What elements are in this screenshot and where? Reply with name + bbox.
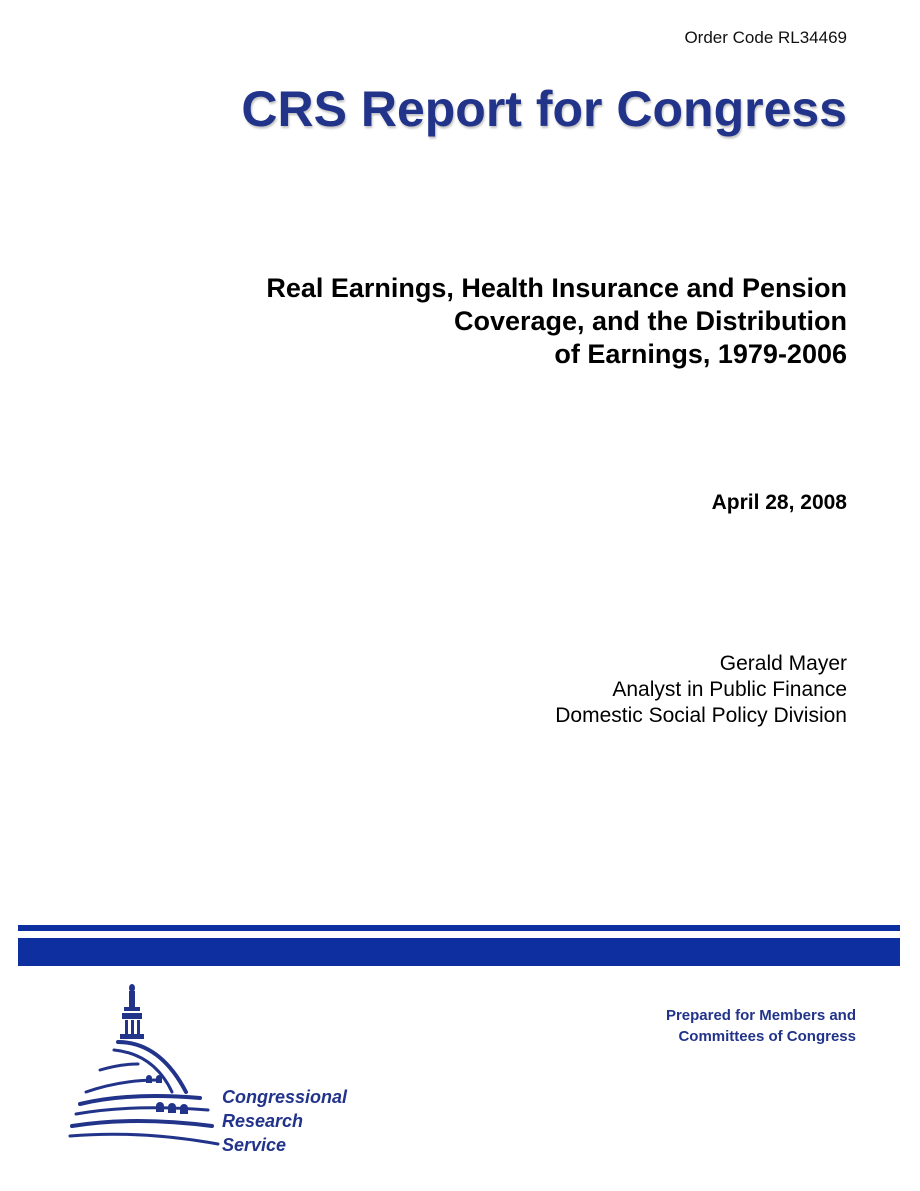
- logo-line: Congressional: [222, 1087, 348, 1107]
- report-date: April 28, 2008: [711, 491, 847, 514]
- divider-thin: [18, 925, 900, 931]
- order-code: Order Code RL34469: [684, 28, 847, 47]
- divider-thick: [18, 938, 900, 966]
- report-title-line: Real Earnings, Health Insurance and Pension: [266, 273, 847, 303]
- author-division: Domestic Social Policy Division: [555, 704, 847, 727]
- report-title-line: of Earnings, 1979-2006: [554, 339, 847, 369]
- masthead-title: CRS Report for Congress: [241, 81, 847, 137]
- report-title-line: Coverage, and the Distribution: [453, 306, 847, 336]
- logo-line: Research: [222, 1111, 304, 1131]
- report-title: [147, 272, 847, 371]
- prepared-for-line: Prepared for Members and: [665, 1007, 856, 1024]
- author-position: Analyst in Public Finance: [612, 678, 847, 701]
- author-block: [555, 651, 847, 729]
- author-name: Gerald Mayer: [719, 652, 847, 675]
- prepared-for: [666, 1005, 856, 1047]
- prepared-for-line: Committees of Congress: [678, 1028, 856, 1045]
- logo-wordmark: [222, 1085, 347, 1157]
- logo-line: Service: [222, 1135, 287, 1155]
